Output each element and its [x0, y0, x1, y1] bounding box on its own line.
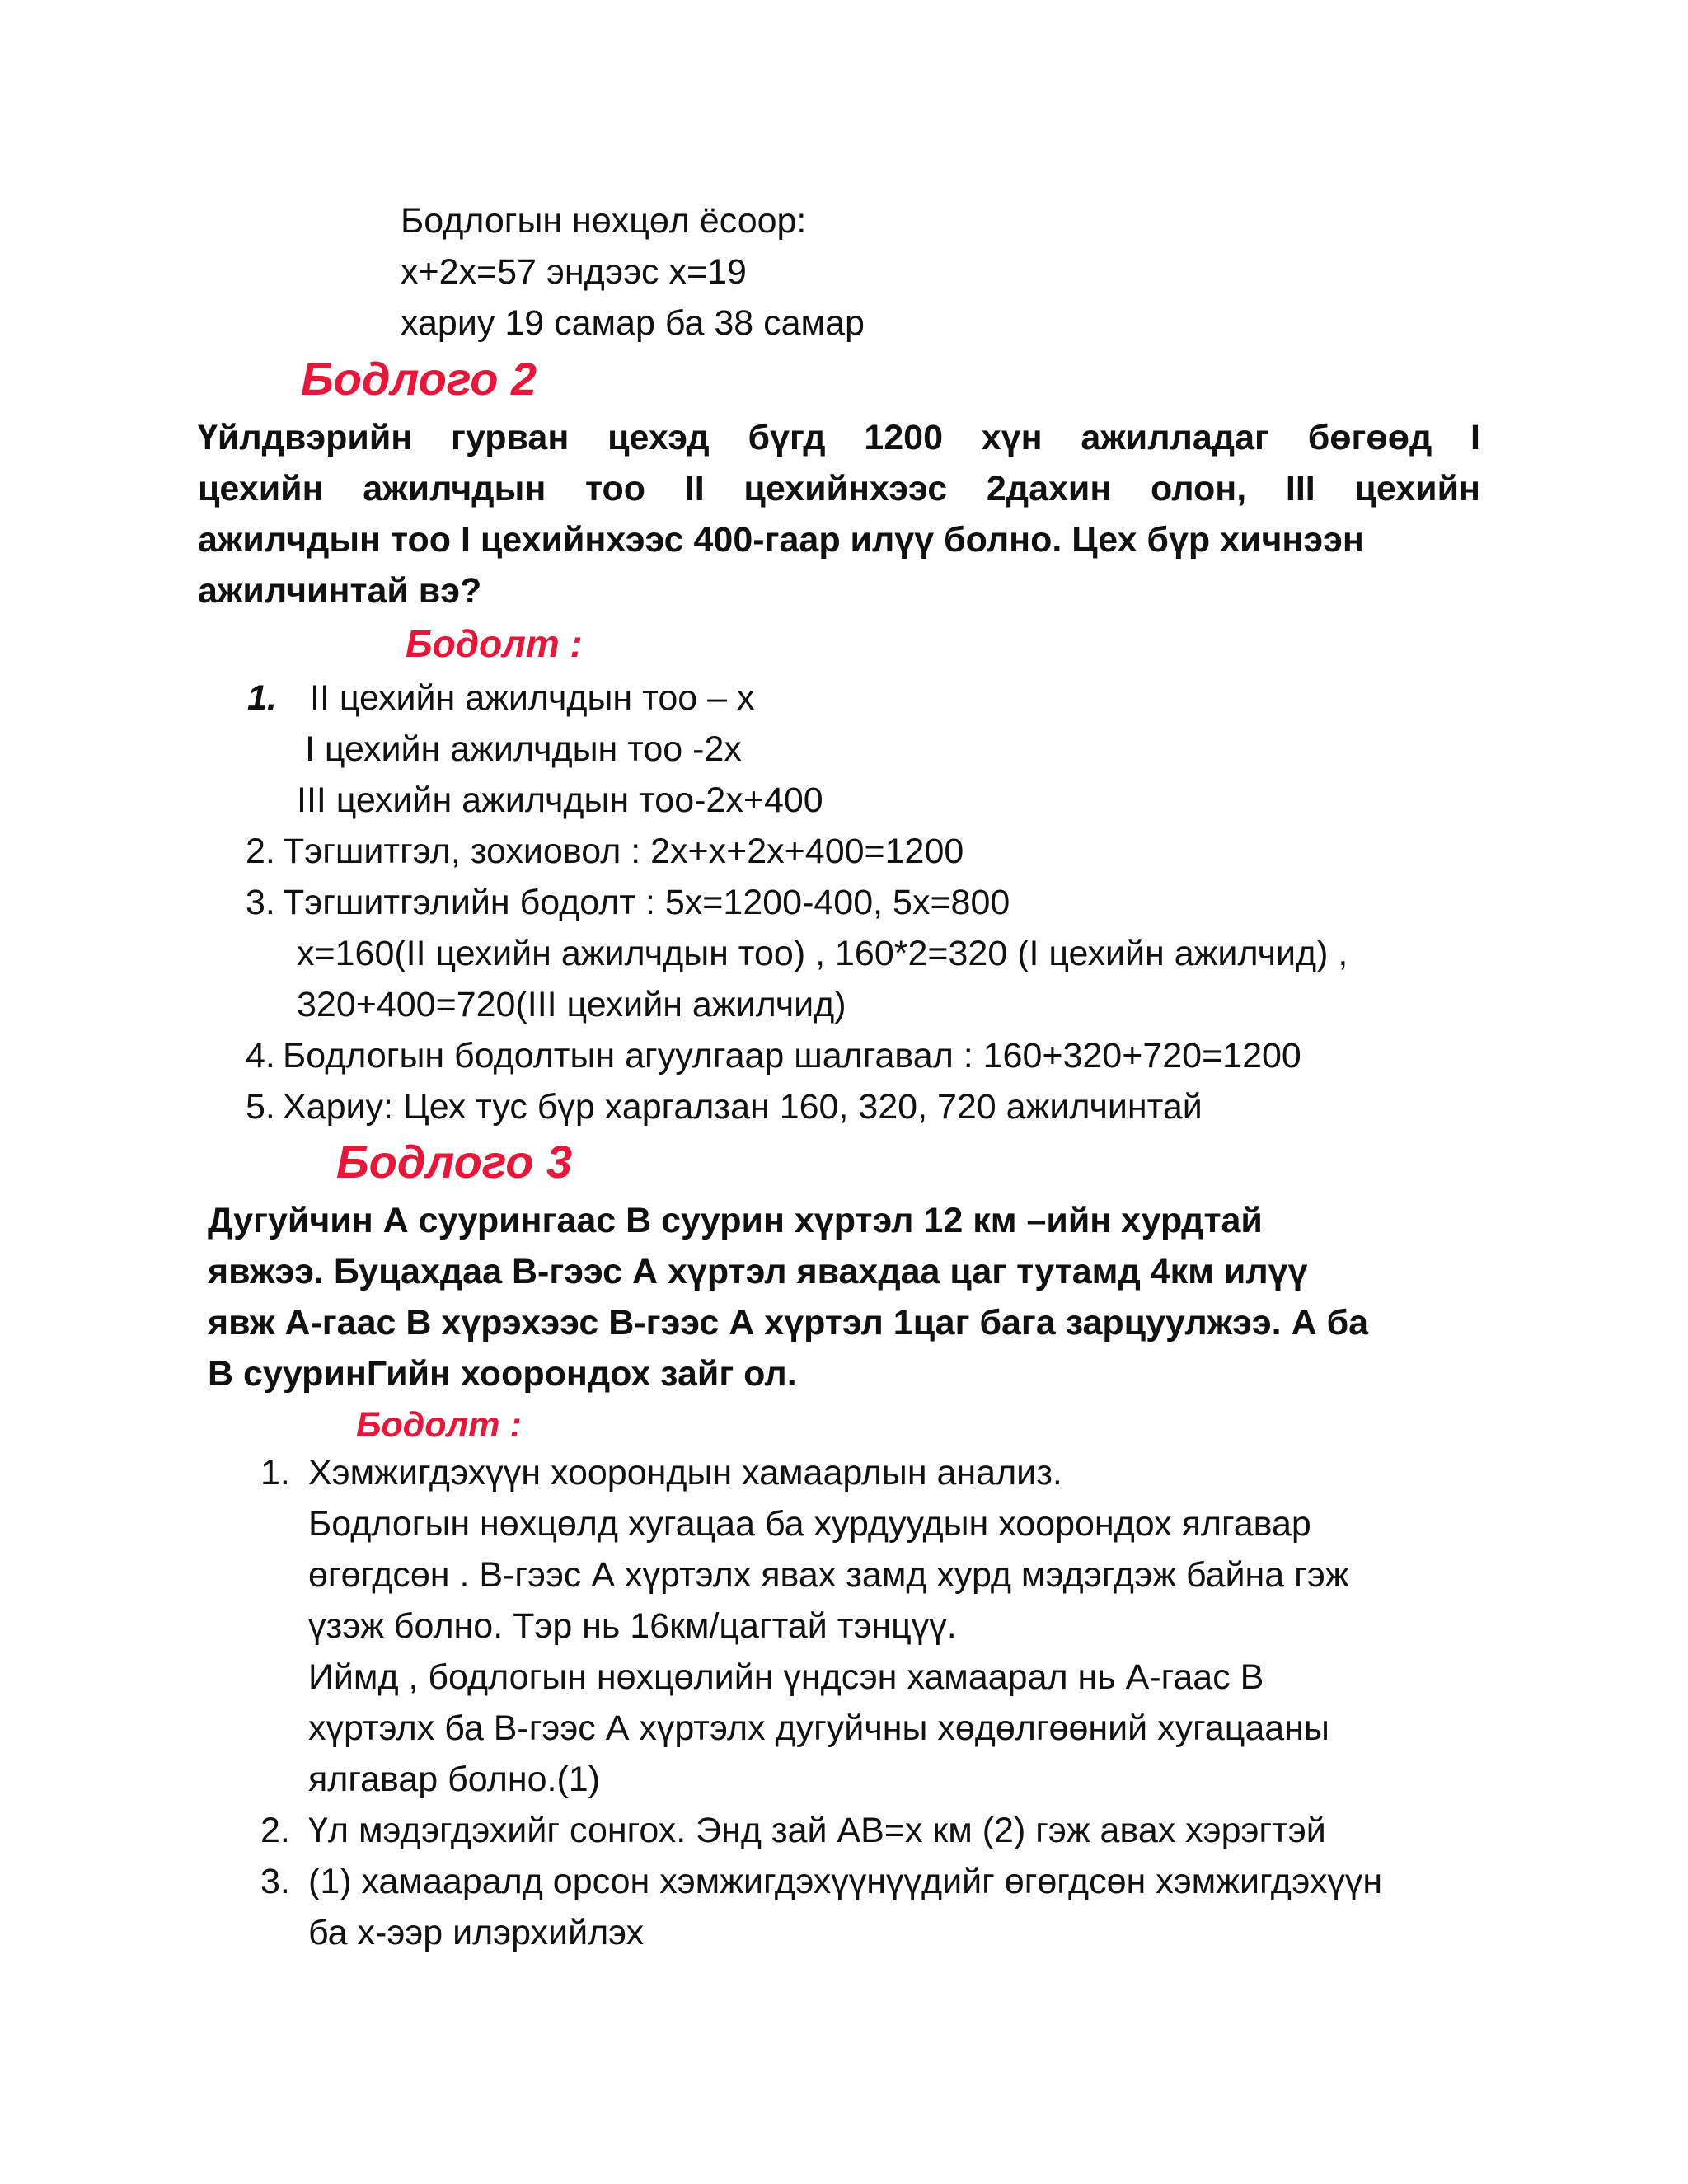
step-number: 2.: [246, 832, 275, 871]
problem2-statement-line: ажилчдын тоо I цехийнхээс 400-гаар илүү болно. Цех бүр хичнээн: [198, 520, 1364, 560]
step-text: Үл мэдэгдэхийг сонгох. Энд зай АВ=x км (2) гэж авах хэрэгтэй: [308, 1811, 1326, 1850]
problem3-solution-label: Бодолт :: [356, 1405, 522, 1445]
intro-line-3: хариу 19 самар ба 38 самар: [401, 303, 865, 343]
step-number: 4.: [246, 1036, 275, 1076]
problem3-heading: Бодлого 3: [336, 1136, 573, 1188]
step-text: Тэгшитгэлийн бодолт : 5x=1200-400, 5x=800: [283, 883, 1010, 922]
problem2-solution-label: Бодолт :: [406, 622, 583, 665]
step-text: Хариу: Цех тус бүр харгалзан 160, 320, 720 ажилчинтай: [283, 1087, 1203, 1127]
step-number: 2.: [260, 1811, 290, 1850]
problem3-statement-line: явж А-гаас В хүрэхээс В-гээс А хүртэл 1цаг бага зарцуулжээ. А ба: [208, 1303, 1369, 1343]
intro-line-1: Бодлогын нөхцөл ёсоор:: [401, 201, 807, 241]
step-text: ялгавар болно.(1): [308, 1760, 601, 1799]
step-number: 1.: [247, 678, 277, 718]
step-text: Бодлогын бодолтын агуулгаар шалгавал : 160+320+720=1200: [283, 1036, 1301, 1076]
step-text: 320+400=720(III цехийн ажилчид): [297, 985, 846, 1024]
step-text: III цехийн ажилчдын тоо-2x+400: [297, 780, 823, 820]
step-text: үзэж болно. Тэр нь 16км/цагтай тэнцүү.: [308, 1606, 957, 1646]
problem3-statement-line: В сууринГийн хоорондох зайг ол.: [208, 1354, 797, 1394]
step-text: ба x-ээр илэрхийлэх: [308, 1913, 645, 1952]
step-number: 1.: [260, 1453, 290, 1493]
step-text: x=160(II цехийн ажилчдын тоо) , 160*2=320 (I цехийн ажилчид) ,: [297, 934, 1348, 973]
step-text: хүртэлх ба В-гээс А хүртэлх дугуйчны хөдөлгөөний хугацааны: [308, 1708, 1329, 1748]
problem3-statement-line: явжээ. Буцахдаа В-гээс А хүртэл явахдаа цаг тутамд 4км илүү: [208, 1252, 1308, 1291]
step-text: өгөгдсөн . В-гээс А хүртэлх явах замд хурд мэдэгдэж байна гэж: [308, 1555, 1349, 1595]
step-text: Иймд , бодлогын нөхцөлийн үндсэн хамаарал нь А-гаас В: [308, 1657, 1264, 1697]
problem2-heading: Бодлого 2: [301, 353, 537, 405]
step-text: II цехийн ажилчдын тоо – x: [310, 678, 755, 718]
step-text: Хэмжигдэхүүн хоорондын хамаарлын анализ.: [308, 1453, 1062, 1493]
step-text: (1) хамааралд орсон хэмжигдэхүүнүүдийг өгөгдсөн хэмжигдэхүүн: [308, 1862, 1383, 1901]
step-number: 5.: [246, 1087, 275, 1127]
step-number: 3.: [246, 883, 275, 922]
problem2-statement-line: ажилчинтай вэ?: [198, 571, 482, 611]
step-text: Тэгшитгэл, зохиовол : 2x+x+2x+400=1200: [283, 832, 964, 871]
problem2-statement-line: цехийн ажилчдын тоо II цехийнхээс 2дахин олон, III цехийн: [198, 469, 1480, 509]
problem2-statement-line: Үйлдвэрийн гурван цехэд бүгд 1200 хүн ажилладаг бөгөөд I: [198, 418, 1480, 457]
step-text: I цехийн ажилчдын тоо -2x: [305, 729, 742, 769]
step-text: Бодлогын нөхцөлд хугацаа ба хурдуудын хоорондох ялгавар: [308, 1504, 1311, 1544]
problem3-statement-line: Дугуйчин А суурингаас В суурин хүртэл 12 км –ийн хурдтай: [208, 1201, 1263, 1240]
step-number: 3.: [260, 1862, 290, 1901]
intro-line-2: x+2x=57 эндээс x=19: [401, 252, 747, 292]
